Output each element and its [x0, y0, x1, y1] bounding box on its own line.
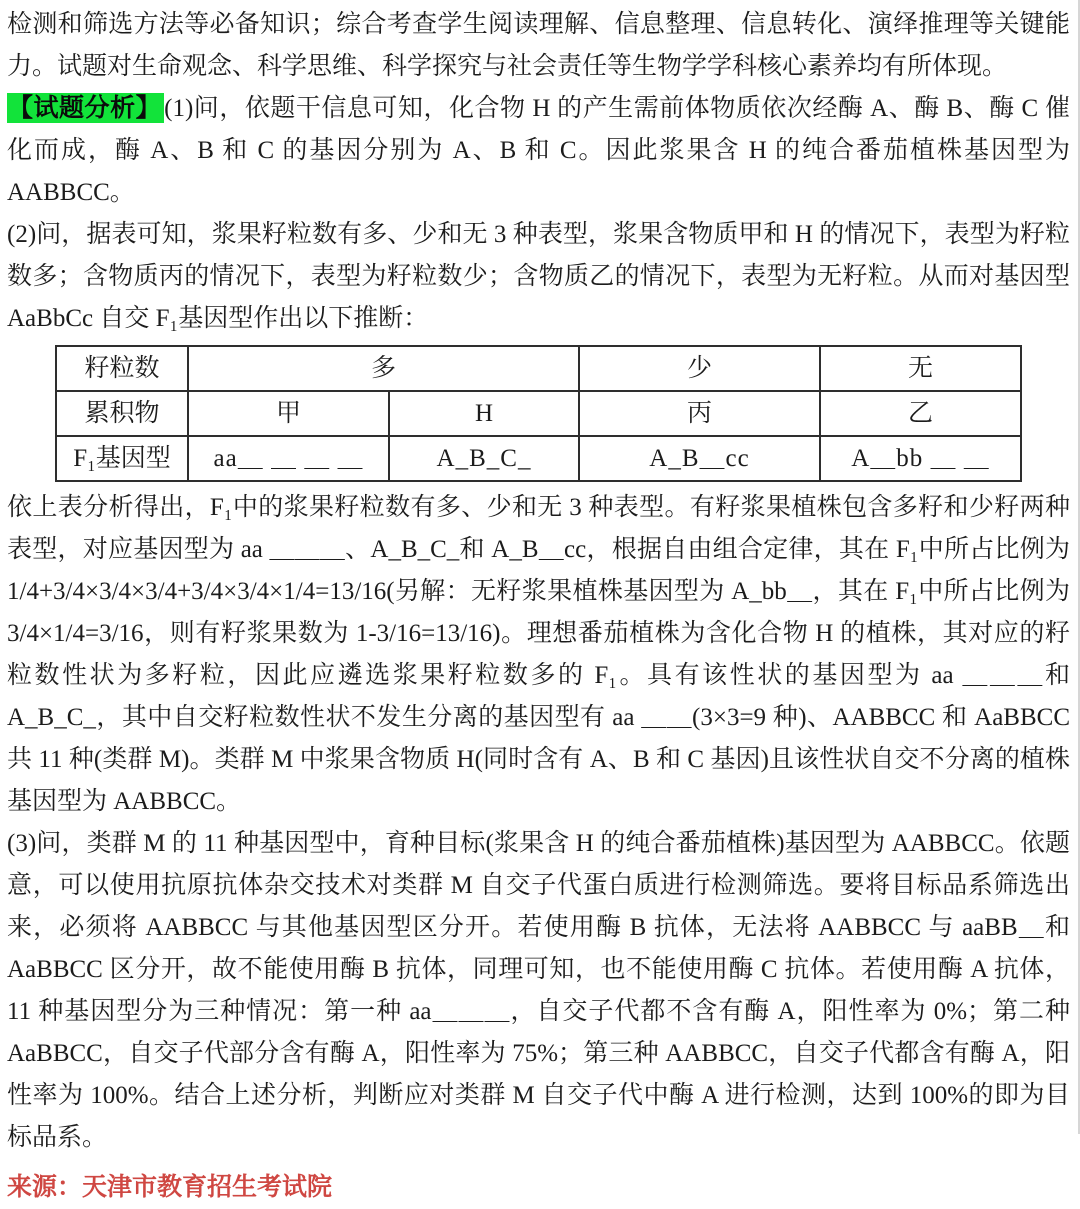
- table-row-genotype: [56, 436, 1021, 481]
- paragraph-intro: 检测和筛选方法等必备知识；综合考查学生阅读理解、信息整理、信息转化、演绎推理等关键能力。试题对生命观念、科学思维、科学探究与社会责任等生物学学科核心素养均有所体现。: [7, 11, 1070, 80]
- header-f1-genotype: F₁基因型: [56, 436, 188, 481]
- analysis-section-label: 【试题分析】: [7, 93, 164, 123]
- paragraph-analysis-1: [7, 88, 1070, 214]
- cell-substance-yi: 乙: [820, 391, 1021, 436]
- source-attribution: 来源：天津市教育招生考试院: [7, 1174, 333, 1201]
- cell-genotype-aa: aa＿ ＿ ＿ ＿: [188, 436, 389, 481]
- paragraph-analysis-3: 依上表分析得出，F₁中的浆果籽粒数有多、少和无 3 种表型。有籽浆果植株包含多籽和少籽两种表型，对应基因型为 aa ＿＿＿、A_B_C_和 A_B＿cc，根据自由组合定律，其在 F₁中所占比例为 1/4+3/4×3/4×3/4+3/4×3/4×1/4=13/16(另解：无籽浆果植株基因型为 A_bb＿，其在 F₁中所占比例为 3/4×1/4=3/16，则有籽浆果数为 1-3/16=13/16)。理想番茄植株为含化合物 H 的植株，其对应的籽粒数性状为多籽粒，因此应遴选浆果籽粒数多的 F₁。具有该性状的基因型为 aa ＿＿＿和 A_B_C_，其中自交籽粒数性状不发生分离的基因型有 aa ＿＿(3×3=9 种)、AABBCC 和 AaBBCC 共 11 种(类群 M)。类群 M 中浆果含物质 H(同时含有 A、B 和 C 基因)且该性状自交不分离的植株基因型为 AABBCC。: [7, 494, 1070, 815]
- cell-substance-h: H: [389, 391, 579, 436]
- cell-seed-many: 多: [188, 346, 579, 391]
- paragraph-analysis-2: (2)问，据表可知，浆果籽粒数有多、少和无 3 种表型，浆果含物质甲和 H 的情况下，表型为籽粒数多；含物质丙的情况下，表型为籽粒数少；含物质乙的情况下，表型为无籽粒。从而对基因型 AaBbCc 自交 F₁基因型作出以下推断：: [7, 221, 1070, 332]
- table-row-accumulate: [56, 391, 1021, 436]
- cell-genotype-abb: A＿bb ＿ ＿: [820, 436, 1021, 481]
- analysis-q1-text: (1)问，依题干信息可知，化合物 H 的产生需前体物质依次经酶 A、酶 B、酶 C 催化而成，酶 A、B 和 C 的基因分别为 A、B 和 C。因此浆果含 H 的纯合番茄植株基因型为 AABBCC。: [7, 95, 1070, 206]
- genotype-table: [55, 345, 1022, 482]
- cell-substance-bing: 丙: [579, 391, 820, 436]
- cell-seed-few: 少: [579, 346, 820, 391]
- header-seed-count: 籽粒数: [56, 346, 188, 391]
- cell-genotype-abcc: A_B＿cc: [579, 436, 820, 481]
- header-accumulate: 累积物: [56, 391, 188, 436]
- cell-substance-jia: 甲: [188, 391, 389, 436]
- cell-genotype-abc: A_B_C_: [389, 436, 579, 481]
- paragraph-analysis-4: (3)问，类群 M 的 11 种基因型中，育种目标(浆果含 H 的纯合番茄植株)基因型为 AABBCC。依题意，可以使用抗原抗体杂交技术对类群 M 自交子代蛋白质进行检测筛选。要将目标品系筛选出来，必须将 AABBCC 与其他基因型区分开。若使用酶 B 抗体，无法将 AABBCC 与 aaBB＿和 AaBBCC 区分开，故不能使用酶 B 抗体，同理可知，也不能使用酶 C 抗体。若使用酶 A 抗体，11 种基因型分为三种情况：第一种 aa＿＿＿，自交子代都不含有酶 A，阳性率为 0%；第二种 AaBBCC，自交子代部分含有酶 A，阳性率为 75%；第三种 AABBCC，自交子代都含有酶 A，阳性率为 100%。结合上述分析，判断应对类群 M 自交子代中酶 A 进行检测，达到 100%的即为目标品系。: [7, 830, 1070, 1151]
- table-row-seed-count: [56, 346, 1021, 391]
- cell-seed-none: 无: [820, 346, 1021, 391]
